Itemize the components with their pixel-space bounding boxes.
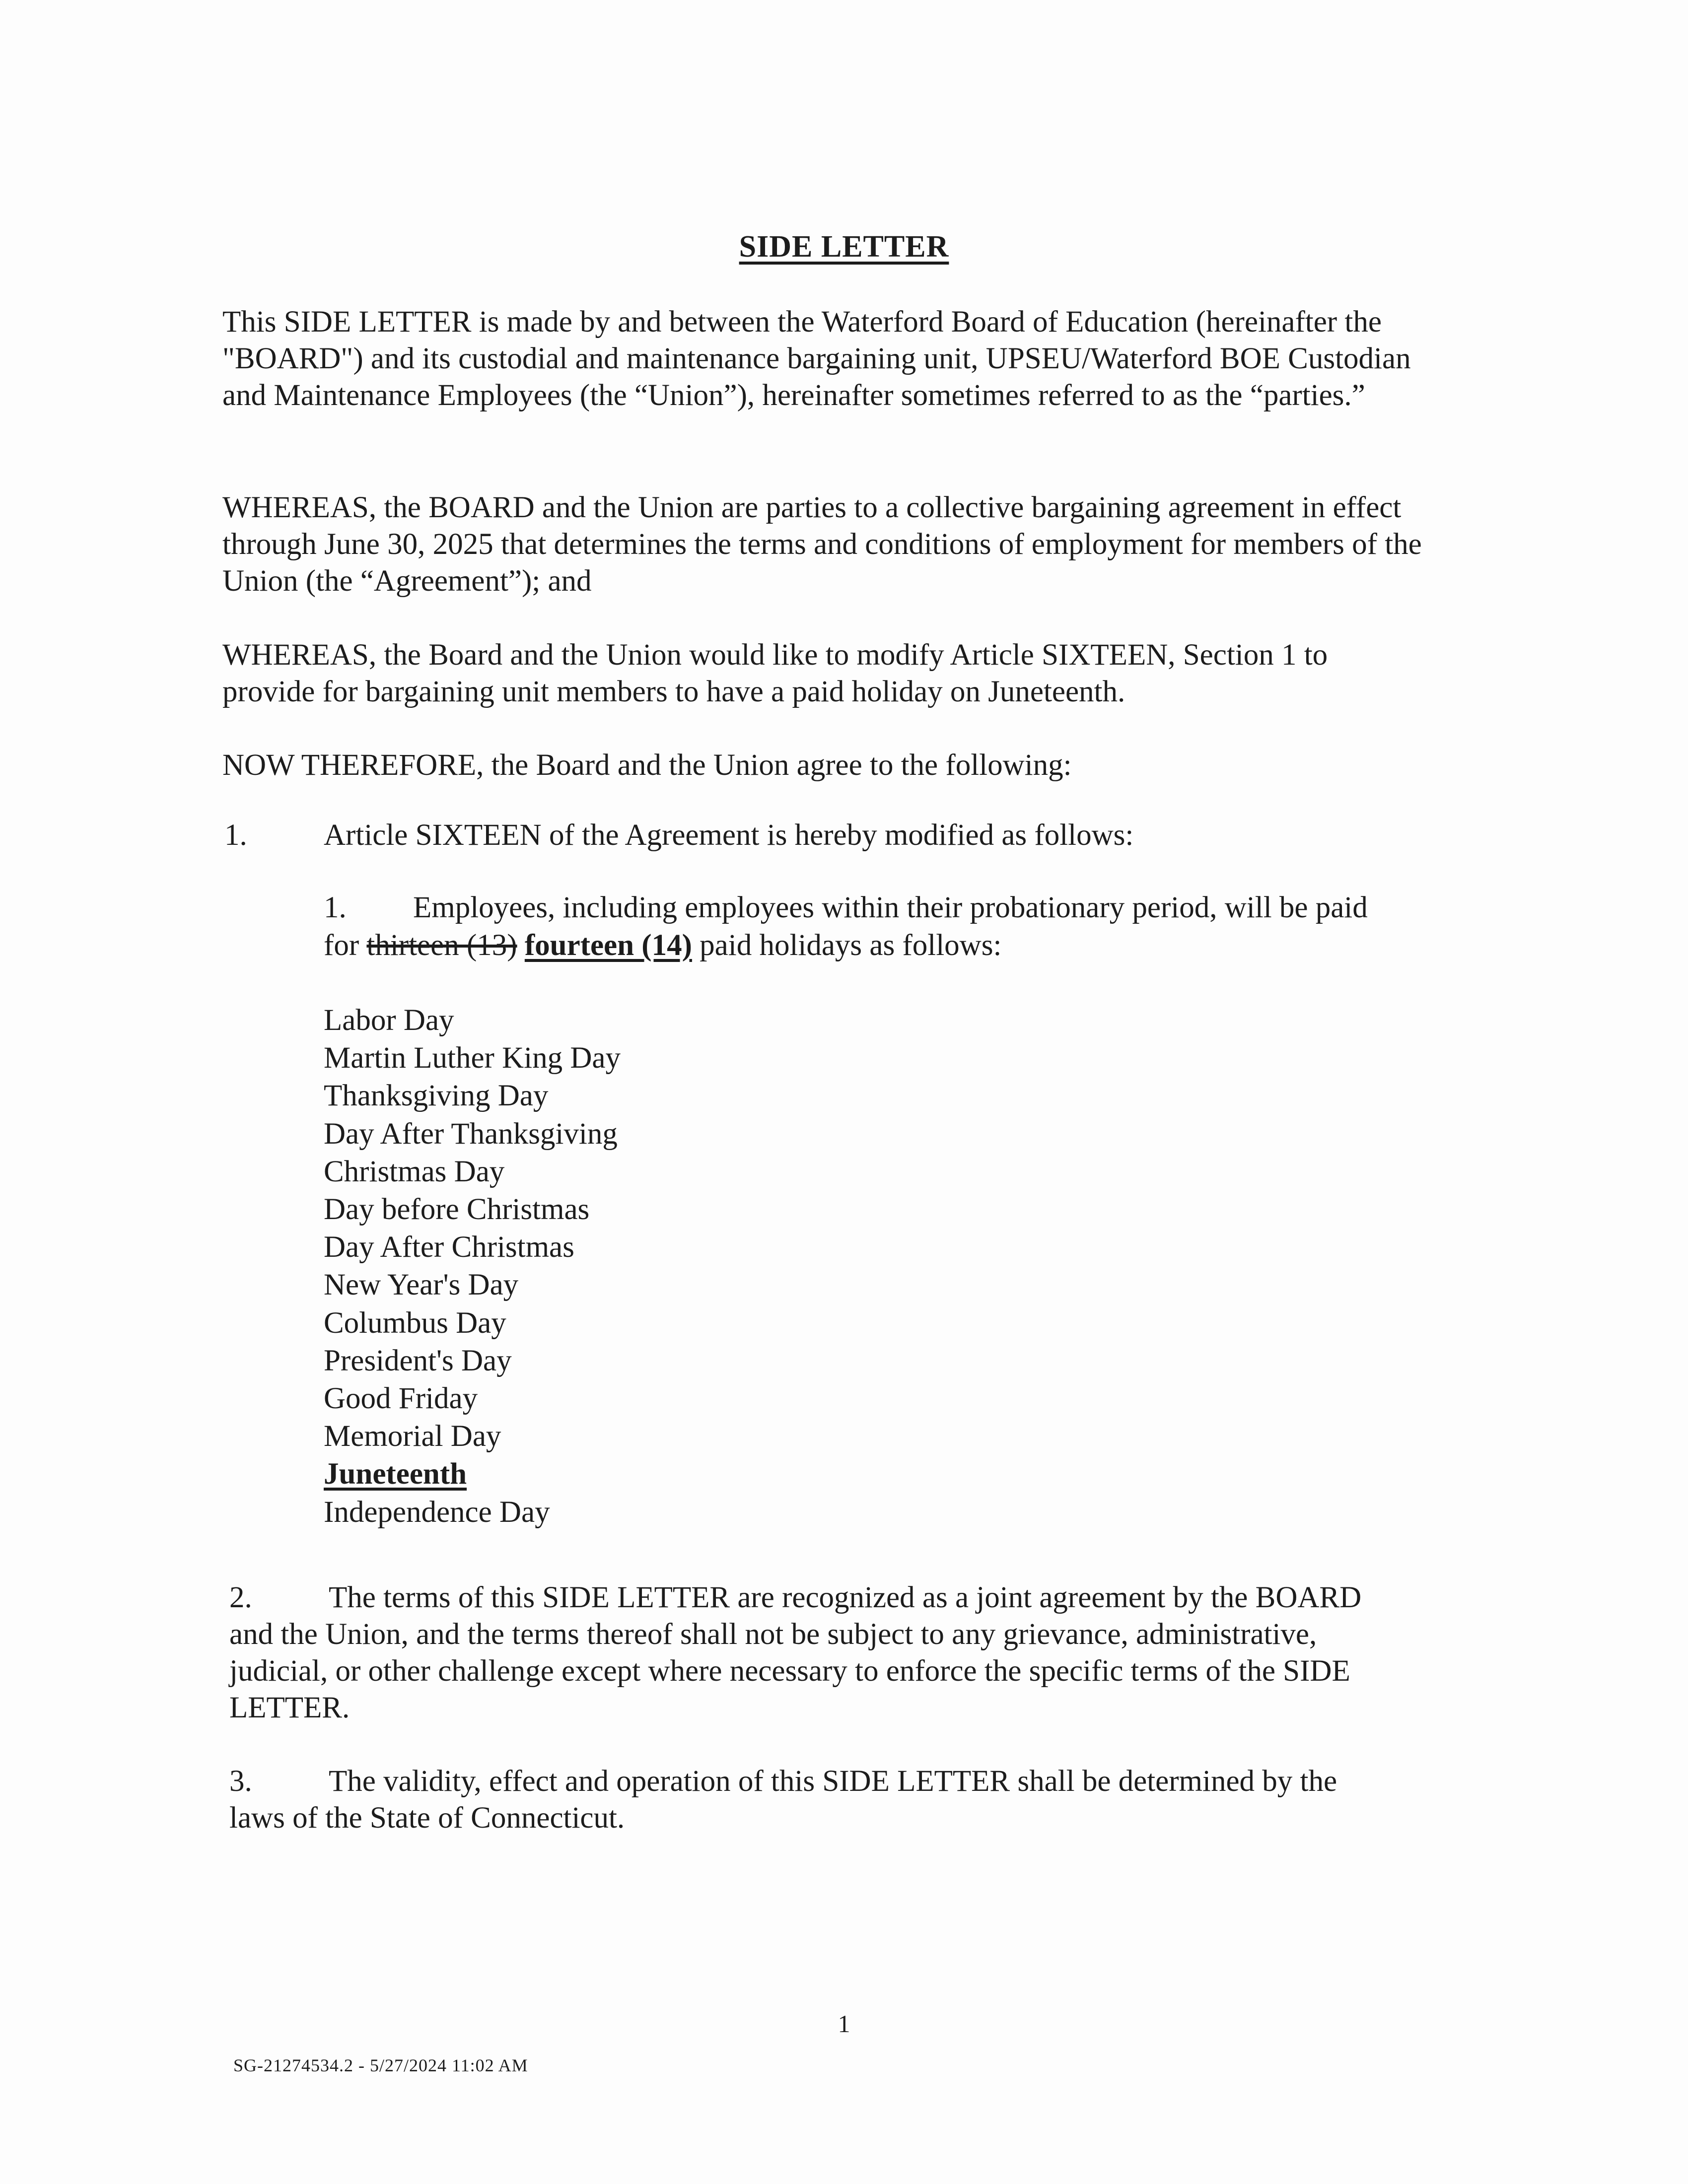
item-3-number: 3. <box>229 1765 252 1798</box>
holiday-item: Columbus Day <box>324 1306 506 1340</box>
subsection-1-number: 1. <box>324 891 347 924</box>
subsection-1 <box>324 889 1391 964</box>
page-number: 1 <box>838 2010 850 2038</box>
holiday-item: Memorial Day <box>324 1420 501 1453</box>
item-1-text: Article SIXTEEN of the Agreement is hereby modified as follows: <box>324 819 1134 852</box>
item-2 <box>229 1579 1391 1726</box>
struck-holiday-count: thirteen (13) <box>366 929 517 962</box>
item-2-number: 2. <box>229 1581 252 1614</box>
item-2-text: The terms of this SIDE LETTER are recognized as a joint agreement by the BOARD and the Union, and the terms thereof shall not be subject to any grievance, administrative, judicial, or other challenge except where necessary to enforce the specific terms of the SIDE LETTER. <box>229 1581 1362 1724</box>
holiday-item: President's Day <box>324 1344 512 1377</box>
holiday-item: New Year's Day <box>324 1268 519 1302</box>
whereas-paragraph-1: WHEREAS, the BOARD and the Union are parties to a collective bargaining agreement in effect through June 30, 2025 that determines the terms and conditions of employment for members of the Union (the “Agreement”); and <box>222 491 1422 598</box>
inserted-holiday-count: fourteen (14) <box>524 929 692 962</box>
now-therefore-paragraph: NOW THEREFORE, the Board and the Union agree to the following: <box>222 749 1072 782</box>
holiday-item: Day before Christmas <box>324 1193 590 1227</box>
item-1-number: 1. <box>224 819 247 852</box>
item-3-text: The validity, effect and operation of this SIDE LETTER shall be determined by the laws of the State of Connecticut. <box>229 1765 1337 1835</box>
intro-paragraph: This SIDE LETTER is made by and between the Waterford Board of Education (hereinafter the "BOARD") and its custodial and maintenance bargaining unit, UPSEU/Waterford BOE Custodian and Maintenance Employees (the “Union”), hereinafter sometimes referred to as the “parties.” <box>222 305 1411 412</box>
holiday-item: Independence Day <box>324 1495 550 1529</box>
holiday-item: Day After Christmas <box>324 1230 574 1264</box>
holiday-item: Labor Day <box>324 1004 454 1037</box>
whereas-paragraph-2: WHEREAS, the Board and the Union would like to modify Article SIXTEEN, Section 1 to provide for bargaining unit members to have a paid holiday on Juneteenth. <box>222 638 1328 708</box>
holiday-item: Day After Thanksgiving <box>324 1117 618 1151</box>
holiday-item: Good Friday <box>324 1382 478 1416</box>
subsection-text-after: paid holidays as follows: <box>692 929 1002 962</box>
holiday-list <box>324 1002 621 1531</box>
holiday-item: Christmas Day <box>324 1155 505 1188</box>
subsection-text-before: Employees, including employees within their probationary period, will be paid for <box>324 891 1368 962</box>
holiday-item-added: Juneteenth <box>324 1457 467 1491</box>
holiday-item: Martin Luther King Day <box>324 1041 621 1075</box>
holiday-item: Thanksgiving Day <box>324 1079 549 1113</box>
item-3 <box>229 1763 1391 1837</box>
document-title: SIDE LETTER <box>739 230 949 264</box>
footer-document-id: SG-21274534.2 - 5/27/2024 11:02 AM <box>233 2055 528 2075</box>
